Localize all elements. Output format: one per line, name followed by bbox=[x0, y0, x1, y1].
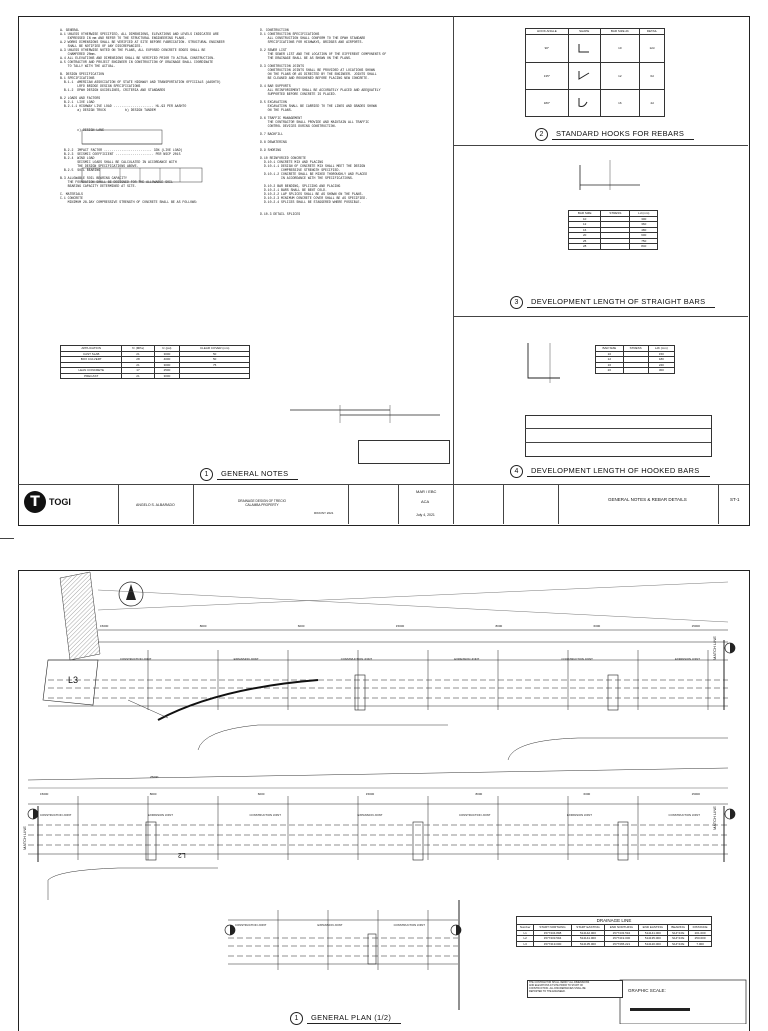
col-header: STRESS bbox=[601, 211, 630, 217]
cell: 21 bbox=[122, 351, 154, 357]
cell: 90° bbox=[526, 34, 569, 62]
cell: 150 bbox=[648, 351, 674, 357]
cell bbox=[568, 62, 600, 89]
straight-bar-sketch bbox=[570, 155, 650, 195]
design-truck-sketch bbox=[80, 120, 230, 200]
cell: 17 bbox=[122, 368, 154, 374]
cell: 21 bbox=[122, 362, 154, 368]
section-title: STANDARD HOOKS FOR REBARS bbox=[552, 129, 694, 140]
cell: 3000 bbox=[154, 373, 180, 379]
cell: 25 bbox=[569, 238, 601, 244]
joint-label: EXPANSION JOINT bbox=[567, 813, 592, 817]
cell: 135° bbox=[526, 62, 569, 89]
cell: L3 bbox=[517, 941, 534, 947]
col-header: START EASTING bbox=[571, 925, 605, 931]
col-header: fc (psi) bbox=[154, 346, 180, 352]
dim-value: 6000 bbox=[297, 624, 305, 628]
dev-straight-title-block bbox=[510, 296, 715, 309]
cell: 16 bbox=[596, 362, 624, 368]
cell bbox=[601, 244, 630, 250]
table-row bbox=[526, 34, 665, 62]
cell bbox=[568, 34, 600, 62]
divider bbox=[193, 485, 194, 524]
cell: 514135.000 bbox=[571, 941, 605, 947]
divider bbox=[558, 485, 559, 524]
cell: 6d bbox=[639, 62, 664, 89]
cell: 1577434.898 bbox=[534, 930, 571, 936]
general-notes-title-block bbox=[200, 468, 298, 481]
detail-number-circle: 3 bbox=[510, 296, 523, 309]
joint-label: EXPANSION JOINT bbox=[454, 657, 480, 661]
divider bbox=[118, 485, 119, 524]
general-plan-drawing bbox=[18, 570, 748, 1024]
cell: 16 bbox=[600, 89, 639, 116]
drainage-line-table bbox=[516, 924, 712, 947]
section-title: DEVELOPMENT LENGTH OF HOOKED BARS bbox=[527, 466, 710, 477]
cell: 180 bbox=[648, 357, 674, 363]
divider bbox=[348, 485, 349, 524]
dim-value: 15000 bbox=[365, 792, 375, 796]
table-row bbox=[526, 89, 665, 116]
cell: 514120.000 bbox=[638, 941, 668, 947]
detail-number-circle: 1 bbox=[290, 1012, 303, 1025]
col-header: APPLICATION bbox=[61, 346, 122, 352]
section-title: GENERAL NOTES bbox=[217, 469, 298, 480]
cell: 10 bbox=[569, 216, 601, 222]
l2-label: L2 bbox=[178, 851, 186, 858]
cell: 750 bbox=[630, 238, 658, 244]
graphic-scale-label: GRAPHIC SCALE: bbox=[628, 988, 666, 993]
col-header: END EASTING bbox=[638, 925, 668, 931]
table-row bbox=[596, 368, 675, 374]
cell: L1 bbox=[517, 930, 534, 936]
hooked-notes-box bbox=[525, 415, 712, 457]
sheet-number: ST-1 bbox=[730, 497, 740, 502]
section-title: DEVELOPMENT LENGTH OF STRAIGHT BARS bbox=[527, 297, 715, 308]
logo-mark-icon: T bbox=[24, 491, 46, 513]
col-header: CLEAR COVER (mm) bbox=[180, 346, 250, 352]
dim-distance-top: 25000 bbox=[150, 775, 159, 779]
dim-value: 8000 bbox=[495, 624, 503, 628]
divider bbox=[0, 538, 14, 539]
match-line-label: MATCH LINE bbox=[22, 826, 27, 850]
cell: 514141.000 bbox=[571, 936, 605, 942]
joint-label: CONSTRUCTION JOINT bbox=[235, 923, 267, 927]
col-header: BAR SIZE db bbox=[600, 29, 639, 35]
cell: 20 bbox=[596, 368, 624, 374]
sheet-description: GENERAL NOTES & REBAR DETAILS bbox=[608, 497, 687, 502]
checked-by: ACA bbox=[421, 499, 430, 504]
cell: 1577433.594 bbox=[605, 930, 638, 936]
cell: 1577419.000 bbox=[605, 936, 638, 942]
plan-note-box: THE CONTRACTOR SHALL VERIFY ALL DIMENSIONS AND ELEVATIONS AT SITE PRIOR TO START OF CONSTRUCTION. ALL DISCREPANCIES SHALL BE REPORTED TO THE ENGINEER. bbox=[527, 980, 623, 998]
joint-label: CONSTRUCTION JOINT bbox=[40, 813, 72, 817]
dim-value: 8000 bbox=[199, 624, 207, 628]
cell: 300 bbox=[648, 368, 674, 374]
cell bbox=[568, 89, 600, 116]
drainage-table-title: DRAINAGE LINE bbox=[516, 916, 712, 924]
table-row bbox=[61, 373, 250, 379]
standard-hooks-table bbox=[525, 28, 665, 117]
cell: 480 bbox=[630, 227, 658, 233]
col-header: f'c (MPa) bbox=[122, 346, 154, 352]
dim-value: 15000 bbox=[100, 624, 109, 628]
splice-detail-sketch bbox=[280, 395, 450, 445]
cell: 10 bbox=[596, 351, 624, 357]
cell: 12 bbox=[569, 222, 601, 228]
cell: 12 bbox=[600, 62, 639, 89]
col-header: BAR SIZE bbox=[596, 346, 624, 352]
cell: 1577365.221 bbox=[605, 941, 638, 947]
company-name: TOGI bbox=[49, 497, 71, 507]
cell bbox=[180, 373, 250, 379]
hooked-bar-sketch bbox=[520, 338, 580, 388]
company-logo bbox=[24, 491, 71, 513]
joint-labels-row1 bbox=[120, 657, 700, 661]
cell: 4000 bbox=[154, 357, 180, 363]
col-header: Number bbox=[517, 925, 534, 931]
dim-value: 6000 bbox=[583, 792, 591, 796]
cell: 2500 bbox=[154, 368, 180, 374]
cell: 50 bbox=[180, 351, 250, 357]
table-row bbox=[526, 62, 665, 89]
joint-label: EXPANSION JOINT bbox=[317, 923, 343, 927]
cell bbox=[623, 368, 648, 374]
cell: 16 bbox=[569, 227, 601, 233]
dim-value: 15000 bbox=[691, 624, 700, 628]
joint-labels-row2 bbox=[40, 813, 700, 817]
dim-value: 15000 bbox=[40, 792, 49, 796]
dev-hooked-table bbox=[595, 345, 675, 374]
table-row bbox=[517, 936, 712, 942]
col-header: DETAIL bbox=[639, 29, 664, 35]
cell: 4d bbox=[639, 89, 664, 116]
title-block bbox=[18, 485, 749, 524]
divider bbox=[503, 485, 504, 524]
detail-number-circle: 2 bbox=[535, 128, 548, 141]
dim-value: 15000 bbox=[691, 792, 700, 796]
cell: 600 bbox=[630, 233, 658, 239]
cell: 20 bbox=[569, 233, 601, 239]
divider bbox=[525, 442, 711, 443]
cell: 10 bbox=[600, 34, 639, 62]
general-notes-col2: D. CONSTRUCTION D.1 CONSTRUCTION SPECIFICATIONS ALL CONSTRUCTION SHALL CONFORM TO THE DPWH STANDARD SPECIFICATIONS FOR HIGHWAYS, BRIDGES AND AIRPORTS. D.2 SEWER LIST THE SEWER LIST AND THE LOCATION OF THE DIFFERENT COMPONENTS OF THE DRAINAGE SHALL BE AS SHOWN ON THE PLANS. D.3 CONSTRUCTION JOINTS CONSTRUCTION JOINTS SHALL BE PROVIDED AT LOCATIONS SHOWN ON THE PLANS OR AS DIRECTED BY THE ENGINEER. JOINTS SHALL BE CLEANED AND ROUGHENED BEFORE PLACING NEW CONCRETE. D.4 BAR SUPPORTS ALL REINFORCEMENT SHALL BE ACCURATELY PLACED AND ADEQUATELY SUPPORTED BEFORE CONCRETE IS PLACED. D.5 EXCAVATION EXCAVATION SHALL BE CARRIED TO THE LINES AND GRADES SHOWN ON THE PLANS. D.6 TRAFFIC MANAGEMENT THE CONTRACTOR SHALL PROVIDE AND MAINTAIN ALL TRAFFIC CONTROL DEVICES DURING CONSTRUCTION. D.7 BACKFILL D.8 DEWATERING D.9 SHORING D.10 REINFORCED CONCRETE D.10.1 CONCRETE MIX AND PLACING D.10.1.1 DESIGN OF CONCRETE MIX SHALL MEET THE DESIGN COMPRESSIVE STRENGTH SPECIFIED. D.10.1.2 CONCRETE SHALL BE MIXED THOROUGHLY AND PLACED IN ACCORDANCE WITH THE SPECIFICATIONS. D.10.2 BAR BENDING, SPLICING AND PLACING D.10.2.1 BARS SHALL BE BENT COLD. D.10.2.2 LAP SPLICES SHALL BE AS SHOWN ON THE PLANS. D.10.2.3 MINIMUM CONCRETE COVER SHALL BE AS SPECIFIED. D.10.2.4 SPLICES SHALL BE STAGGERED WHERE POSSIBLE. D.10.3 DETAIL SPLICES bbox=[260, 28, 387, 216]
cell: L2 bbox=[517, 936, 534, 942]
divider bbox=[398, 485, 399, 524]
detail-number-circle: 4 bbox=[510, 465, 523, 478]
cell: 180° bbox=[526, 89, 569, 116]
cell: BOX CULVERT bbox=[61, 357, 122, 363]
sheet-general-plan bbox=[0, 560, 768, 1024]
dim-value: 6000 bbox=[593, 624, 601, 628]
divider bbox=[453, 485, 454, 524]
cell: 360 bbox=[630, 222, 658, 228]
cell: 7.000 bbox=[689, 941, 712, 947]
dim-value: 8000 bbox=[149, 792, 157, 796]
table-row bbox=[517, 930, 712, 936]
col-header: HOOK ANGLE bbox=[526, 29, 569, 35]
col-header: START NORTHING bbox=[534, 925, 571, 931]
detail-number-circle: 1 bbox=[200, 468, 213, 481]
divider bbox=[453, 16, 454, 484]
col-header: DISTANCE bbox=[689, 925, 712, 931]
project-id: RIKKINY 2021 bbox=[314, 511, 334, 515]
cell: 12 bbox=[596, 357, 624, 363]
joint-label: CONSTRUCTION JOINT bbox=[668, 813, 700, 817]
joint-label: CONSTRUCTION JOINT bbox=[120, 657, 152, 661]
cell: S14°24'E bbox=[668, 936, 689, 942]
cell: 514142.000 bbox=[571, 930, 605, 936]
cell: S14°24'E bbox=[668, 930, 689, 936]
section-title: GENERAL PLAN (1/2) bbox=[307, 1013, 401, 1024]
designed-by: MAR / EBC bbox=[416, 489, 437, 494]
divider bbox=[453, 316, 748, 317]
cell: 28 bbox=[569, 244, 601, 250]
materials-table bbox=[60, 345, 250, 379]
general-notes-col1: A. GENERAL A.1 UNLESS OTHERWISE SPECIFIED, ALL DIMENSIONS, ELEVATIONS AND LEVELS INDICATED ARE EXPRESSED IN mm AND REFER TO THE STRUCTURAL ENGINEERING PLANS. A.2 WORKS DIMENSIONS SHALL BE VERIFIED AT SITE BEFORE FABRICATION. STRUCTURAL ENGINEER SHALL BE NOTIFIED OF ANY DISCREPANCIES. A.3 UNLESS OTHERWISE NOTED ON THE PLANS, ALL EXPOSED CONCRETE EDGES SHALL BE CHAMFERED 20mm. A.4 ALL ELEVATIONS AND DIMENSIONS SHALL BE VERIFIED PRIOR TO ACTUAL CONSTRUCTION. A.5 CONTRACTOR AND PROJECT ENGINEER IN CONSTRUCTION OF DRAINAGE SHALL COORDINATE TO TALLY WITH THE ACTUAL. B. DESIGN SPECIFICATION B.1 SPECIFICATIONS B.1.1 AMERICAN ASSOCIATION OF STATE HIGHWAY AND TRANSPORTATION OFFICIALS (AASHTO) LRFD BRIDGE DESIGN SPECIFICATIONS B.1.2 DPWH DESIGN GUIDELINES, CRITERIA AND STANDARDS B.2 LOADS AND FACTORS B.2.1 LIVE LOAD B.2.1.1 HIGHWAY LIVE LOAD ..................... HL-93 PER AASHTO a) DESIGN TRUCK b) DESIGN TANDEM c) DESIGN LANE B.2.2 IMPACT FACTOR ......................... 33% (LIVE LOAD) B.2.3 SEISMIC COEFFICIENT .................... PER NSCP 2015 B.2.4 WIND LOAD SEISMIC LOADS SHALL BE CALCULATED IN ACCORDANCE WITH THE DESIGN SPECIFICATIONS ABOVE. B.2.5 SOIL BEARING B.3 ALLOWABLE SOIL BEARING CAPACITY THE FOUNDATION SHALL BE DESIGNED FOR THE ALLOWABLE SOIL BEARING CAPACITY DETERMINED AT SITE. C. MATERIALS C.1 CONCRETE MINIMUM 28-DAY COMPRESSIVE STRENGTH OF CONCRETE SHALL BE AS FOLLOWS: bbox=[60, 28, 225, 204]
match-line-label: MATCH LINE bbox=[712, 806, 717, 830]
joint-label: CONSTRUCTION JOINT bbox=[561, 657, 593, 661]
cell: 75 bbox=[180, 362, 250, 368]
splice-note-box bbox=[358, 440, 450, 464]
col-header: SHAPE bbox=[568, 29, 600, 35]
general-plan-title-block bbox=[290, 1012, 401, 1025]
dim-value: 15000 bbox=[395, 624, 405, 628]
cell: 1577433.594 bbox=[534, 936, 571, 942]
joint-label: EXPANSION JOINT bbox=[147, 813, 173, 817]
cell: 250.000 bbox=[689, 936, 712, 942]
cell: 300 bbox=[630, 216, 658, 222]
joint-labels-row3 bbox=[235, 923, 425, 927]
cell: LEAN CONCRETE bbox=[61, 368, 122, 374]
cell: CAST SLAB bbox=[61, 351, 122, 357]
table-row bbox=[569, 244, 658, 250]
cell: 50 bbox=[180, 357, 250, 363]
cell: 514141.000 bbox=[638, 930, 668, 936]
table-row bbox=[517, 941, 712, 947]
divider bbox=[453, 145, 748, 146]
joint-label: CONSTRUCTION JOINT bbox=[393, 923, 425, 927]
cell: S14°24'E bbox=[668, 941, 689, 947]
cell: 12d bbox=[639, 34, 664, 62]
drainage-line-table-wrap bbox=[516, 916, 712, 947]
hooks-title-block bbox=[535, 128, 694, 141]
dev-hooked-title-block bbox=[510, 465, 710, 478]
cell: 201.000 bbox=[689, 930, 712, 936]
cell: 28 bbox=[122, 357, 154, 363]
project-title: DRAINAGE DESIGN OF TRECIO CALAMBA PROPERTY bbox=[238, 499, 286, 507]
dim-value: 8000 bbox=[475, 792, 483, 796]
dims-row2 bbox=[40, 792, 700, 796]
divider bbox=[718, 485, 719, 524]
joint-label: EXPANSION JOINT bbox=[357, 813, 383, 817]
col-header: END NORTHING bbox=[605, 925, 638, 931]
joint-label: CONSTRUCTION JOINT bbox=[459, 813, 491, 817]
dims-row1 bbox=[100, 624, 700, 628]
l3-label: L3 bbox=[68, 675, 79, 685]
col-header: BEARING bbox=[668, 925, 689, 931]
cell: PRECAST bbox=[61, 373, 122, 379]
col-header: STRESS bbox=[623, 346, 648, 352]
cell: 240 bbox=[648, 362, 674, 368]
dim-value: 6000 bbox=[257, 792, 265, 796]
cell: 3000 bbox=[154, 362, 180, 368]
joint-label: CONSTRUCTION JOINT bbox=[249, 813, 281, 817]
divider bbox=[525, 428, 711, 429]
cell: 21 bbox=[122, 373, 154, 379]
col-header: BAR SIZE bbox=[569, 211, 601, 217]
joint-label: EXPANSION JOINT bbox=[233, 657, 259, 661]
dev-straight-table bbox=[568, 210, 658, 250]
match-line-label: MATCH LINE bbox=[712, 636, 717, 660]
col-header: Ldh (mm) bbox=[648, 346, 674, 352]
col-header: Ld (mm) bbox=[630, 211, 658, 217]
cell: 3000 bbox=[154, 351, 180, 357]
joint-label: CONSTRUCTION JOINT bbox=[340, 657, 373, 661]
owner-name: ANGELO S. ALBARADO bbox=[136, 503, 175, 507]
joint-label: EXPANSION JOINT bbox=[674, 657, 700, 661]
cell: 514135.000 bbox=[638, 936, 668, 942]
cell: 840 bbox=[630, 244, 658, 250]
date: July 4, 2021 bbox=[416, 513, 435, 517]
cell: 1577419.000 bbox=[534, 941, 571, 947]
